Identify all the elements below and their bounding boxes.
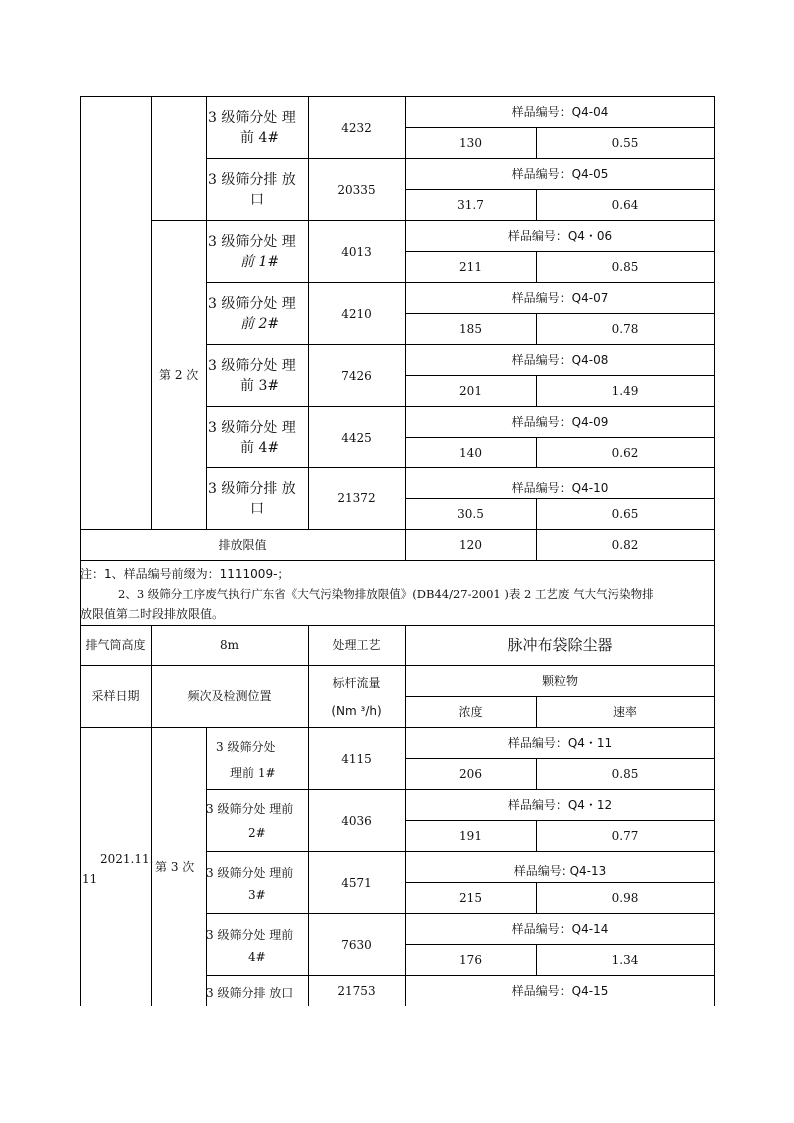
flow-cell: 7630	[341, 938, 372, 952]
particulate-label: 颗粒物	[541, 674, 578, 688]
limit-rate: 0.82	[611, 538, 639, 552]
round-label: 第 3 次	[155, 860, 195, 874]
rate-cell: 0.65	[611, 507, 639, 521]
location-cell: 3 级筛分处 理	[208, 420, 296, 436]
sample-id-cell: 样品编号：Q4-10	[511, 481, 609, 495]
location-cell: 3 级筛分排 放	[208, 172, 296, 188]
conc-cell: 30.5	[457, 507, 484, 521]
conc-cell: 191	[459, 829, 482, 843]
sample-id-cell: 样品编号：Q4-05	[511, 167, 609, 181]
sample-id-cell: 样品编号：Q4-14	[511, 922, 609, 936]
conc-label: 浓度	[458, 705, 483, 719]
location-cell: 前 1#	[240, 254, 280, 270]
limit-label: 排放限值	[218, 538, 267, 552]
position-label: 频次及检测位置	[187, 689, 272, 703]
flow-cell: 21753	[337, 984, 376, 998]
sample-id-cell: 样品编号：Q4・12	[507, 798, 613, 812]
rate-cell: 0.77	[611, 829, 639, 843]
location-cell: 3 级筛分排 放口	[206, 986, 294, 1000]
flow-cell: 4210	[341, 307, 372, 321]
flow-cell: 21372	[337, 491, 376, 505]
conc-cell: 31.7	[457, 198, 484, 212]
conc-cell: 206	[459, 767, 482, 781]
conc-cell: 176	[459, 953, 482, 967]
flow-cell: 4036	[341, 814, 372, 828]
location-cell: 3 级筛分处 理前	[206, 866, 294, 880]
note-line-3: 放限值第二时段排放限值。	[80, 607, 225, 621]
rate-cell: 0.85	[611, 260, 639, 274]
location-cell: 口	[250, 501, 264, 517]
rate-cell: 1.49	[611, 384, 639, 398]
note-line-2: 2、3 级筛分工序废气执行广东省《大气污染物排放限值》(DB44/27-2001 )表 2 工艺废 气大气污染物排	[118, 587, 654, 601]
rate-cell: 0.98	[611, 891, 639, 905]
sample-id-cell: 样品编号: Q4-13	[513, 864, 607, 878]
flow-unit: (Nm ³/h)	[331, 704, 382, 718]
date-label: 采样日期	[91, 689, 140, 703]
sample-id-cell: 样品编号：Q4・06	[507, 229, 613, 243]
date-value: 2021.11.	[100, 852, 154, 866]
flow-cell: 20335	[337, 183, 376, 197]
conc-cell: 130	[459, 136, 482, 150]
sample-id-cell: 样品编号：Q4-08	[511, 353, 609, 367]
location-cell: 3 级筛分排 放	[208, 481, 296, 497]
location-cell: 3 级筛分处 理	[208, 358, 296, 374]
process-label: 处理工艺	[332, 638, 381, 652]
rate-cell: 1.34	[611, 953, 639, 967]
location-cell: 口	[250, 192, 264, 208]
location-cell: 前 4#	[240, 130, 280, 146]
location-cell: 前 3#	[240, 378, 280, 394]
location-cell: 3 级筛分处 理前	[206, 928, 294, 942]
round-label: 第 2 次	[159, 368, 199, 382]
flow-cell: 4232	[341, 121, 372, 135]
conc-cell: 140	[459, 446, 482, 460]
location-cell: 理前 1#	[230, 766, 276, 780]
rate-cell: 0.62	[611, 446, 639, 460]
location-cell: 4#	[248, 950, 266, 964]
sample-id-cell: 样品编号：Q4・11	[507, 736, 613, 750]
location-cell: 3 级筛分处 理	[208, 110, 296, 126]
sample-id-cell: 样品编号：Q4-09	[511, 415, 609, 429]
flow-cell: 4115	[341, 752, 372, 766]
location-cell: 3 级筛分处 理前	[206, 802, 294, 816]
limit-conc: 120	[459, 538, 482, 552]
rate-cell: 0.64	[611, 198, 639, 212]
flow-cell: 4425	[341, 431, 372, 445]
sample-id-cell: 样品编号：Q4-04	[511, 105, 609, 119]
location-cell: 3 级筛分处 理	[208, 296, 296, 312]
conc-cell: 201	[459, 384, 482, 398]
rate-cell: 0.55	[611, 136, 639, 150]
rate-label: 速率	[612, 705, 637, 719]
stack-height-label: 排气筒高度	[85, 638, 146, 652]
stack-height-value: 8m	[219, 638, 239, 652]
conc-cell: 211	[459, 260, 482, 274]
flow-label: 标杆流量	[332, 676, 381, 690]
location-cell: 前 2#	[240, 316, 280, 332]
location-cell: 3 级筛分处 理	[208, 234, 296, 250]
location-cell: 3#	[248, 888, 266, 902]
rate-cell: 0.78	[611, 322, 639, 336]
sample-id-cell: 样品编号：Q4-07	[511, 291, 609, 305]
flow-cell: 7426	[341, 369, 372, 383]
rate-cell: 0.85	[611, 767, 639, 781]
location-cell: 3 级筛分处	[216, 740, 276, 754]
location-cell: 2#	[248, 826, 266, 840]
conc-cell: 185	[459, 322, 482, 336]
process-value: 脉冲布袋除尘器	[507, 636, 613, 654]
note-line-1: 注：1、样品编号前缀为：1111009-；	[80, 567, 290, 581]
conc-cell: 215	[459, 891, 482, 905]
flow-cell: 4571	[341, 876, 372, 890]
location-cell: 前 4#	[240, 440, 280, 456]
flow-cell: 4013	[341, 245, 372, 259]
sample-id-cell: 样品编号：Q4-15	[511, 984, 609, 998]
date-value: 11	[82, 872, 98, 886]
